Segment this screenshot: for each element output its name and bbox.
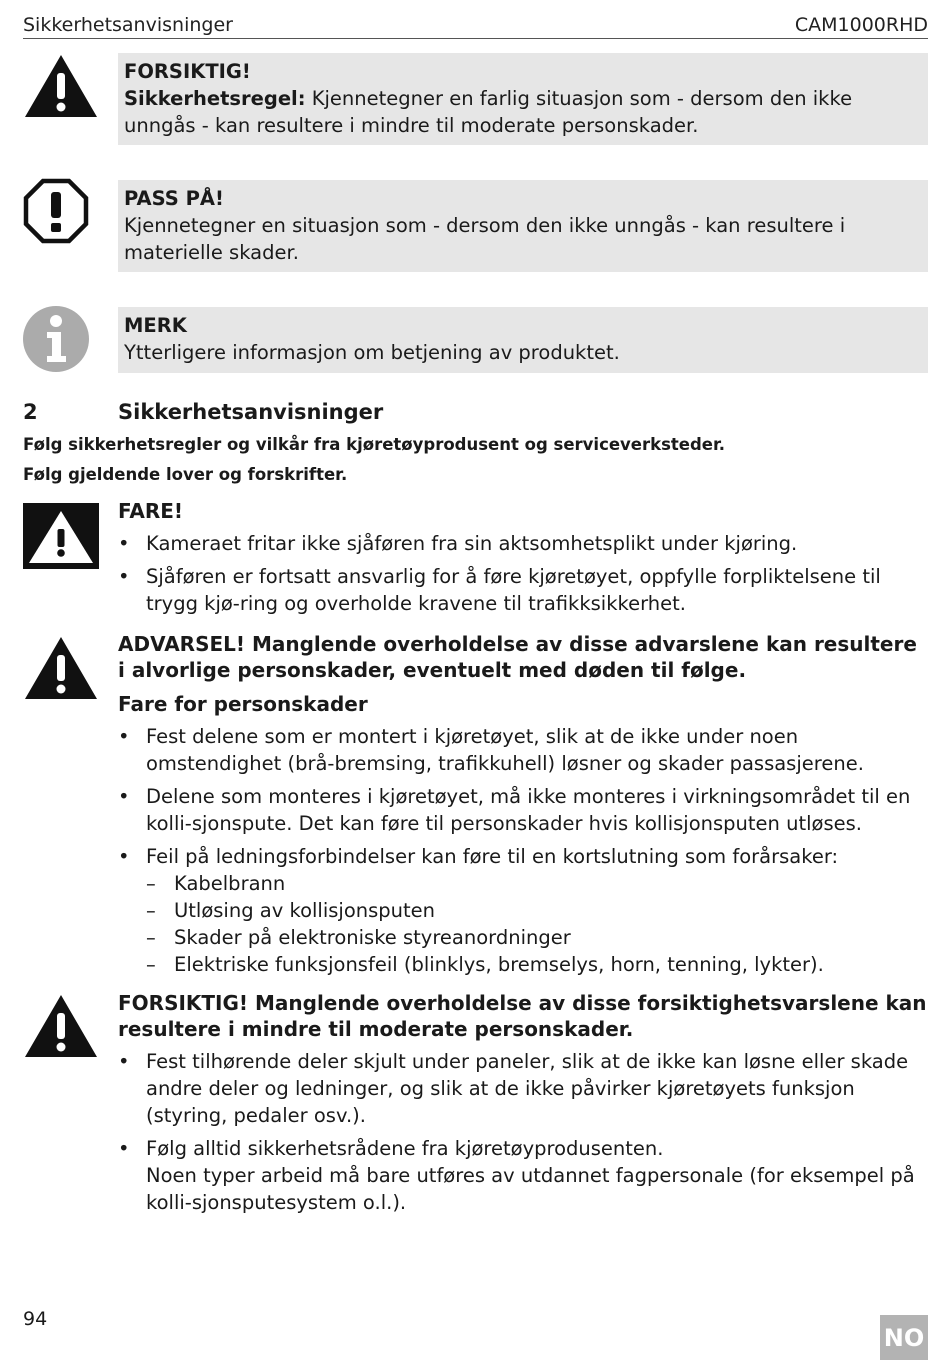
section-title: Sikkerhetsanvisninger bbox=[118, 400, 384, 424]
header-model: CAM1000RHD bbox=[794, 14, 928, 36]
notice-body: Ytterligere informasjon om betjening av produktet. bbox=[124, 341, 620, 364]
forsiktig-block bbox=[118, 990, 930, 1216]
warning-triangle-icon bbox=[23, 635, 99, 701]
list-item: • Delene som monteres i kjøretøyet, må ikke monteres i virkningsområdet til en kolli-sjonspute. Det kan føre til personskader hvis kollisjonsputen utløses. bbox=[118, 783, 930, 837]
list-item bbox=[118, 843, 930, 978]
list-item: • Fest tilhørende deler skjult under paneler, slik at de ikke kan løsne eller skade andre deler og ledninger, og slik at de ikke påvirker kjøretøyets funksjon (styring, pedaler osv.). bbox=[118, 1048, 930, 1129]
notice-merk bbox=[118, 307, 928, 373]
warning-triangle-icon bbox=[23, 993, 99, 1059]
list-item-text: Noen typer arbeid må bare utføres av utdannet fagpersonale (for eksempel på kolli-sjonsputesystem o.l.). bbox=[146, 1164, 915, 1214]
notice-title: PASS PÅ! bbox=[124, 187, 224, 210]
notice-title: FORSIKTIG! bbox=[124, 60, 251, 83]
sub-list-item: – Skader på elektroniske styreanordninger bbox=[146, 924, 930, 951]
notice-lead: Sikkerhetsregel: bbox=[124, 87, 306, 110]
octagon-exclamation-icon bbox=[23, 178, 89, 244]
warning-triangle-icon bbox=[23, 53, 99, 119]
forsiktig-title: FORSIKTIG! Manglende overholdelse av disse forsiktighetsvarslene kan resultere i mindre til moderate personskader. bbox=[118, 991, 927, 1041]
notice-body: Kjennetegner en farlig situasjon som - dersom den ikke unngås - kan resultere i mindre til moderate personskader. bbox=[124, 87, 853, 137]
language-badge: NO bbox=[880, 1315, 928, 1360]
list-item: • Sjåføren er fortsatt ansvarlig for å føre kjøretøyet, oppfylle forpliktelsene til trygg kjø-ring og overholde kravene til trafikksikkerhet. bbox=[118, 563, 930, 617]
advarsel-list bbox=[118, 723, 930, 978]
sub-list-item: – Utløsing av kollisjonsputen bbox=[146, 897, 930, 924]
sub-list-item: – Elektriske funksjonsfeil (blinklys, bremselys, horn, tenning, lykter). bbox=[146, 951, 930, 978]
header-section: Sikkerhetsanvisninger bbox=[23, 14, 233, 36]
sub-list-item: – Kabelbrann bbox=[146, 870, 930, 897]
advarsel-subtitle: Fare for personskader bbox=[118, 692, 368, 716]
section-lead-2: Følg gjeldende lover og forskrifter. bbox=[23, 465, 348, 484]
forsiktig-list bbox=[118, 1048, 930, 1216]
info-icon bbox=[23, 306, 89, 372]
sub-list bbox=[146, 870, 930, 978]
section-lead-1: Følg sikkerhetsregler og vilkår fra kjøretøyprodusent og serviceverksteder. bbox=[23, 435, 726, 454]
notice-forsiktig bbox=[118, 53, 928, 145]
advarsel-title: ADVARSEL! Manglende overholdelse av disse advarslene kan resultere i alvorlige personskader, eventuelt med døden til følge. bbox=[118, 632, 917, 682]
list-item-text: Feil på ledningsforbindelser kan føre til en kortslutning som forårsaker: bbox=[146, 845, 839, 868]
list-item: • Kameraet fritar ikke sjåføren fra sin aktsomhetsplikt under kjøring. bbox=[118, 530, 930, 557]
fare-list bbox=[118, 530, 930, 617]
advarsel-block bbox=[118, 631, 930, 978]
danger-triangle-icon bbox=[23, 503, 99, 569]
fare-title: FARE! bbox=[118, 499, 184, 523]
notice-body: Kjennetegner en situasjon som - dersom den ikke unngås - kan resultere i materielle skader. bbox=[124, 214, 846, 264]
section-number: 2 bbox=[23, 400, 38, 424]
notice-pass-paa bbox=[118, 180, 928, 272]
list-item bbox=[118, 1135, 930, 1216]
notice-title: MERK bbox=[124, 314, 187, 337]
fare-block bbox=[118, 498, 930, 617]
list-item-text: • Følg alltid sikkerhetsrådene fra kjøretøyprodusenten. bbox=[146, 1137, 664, 1160]
list-item: • Fest delene som er montert i kjøretøyet, slik at de ikke under noen omstendighet (brå-bremsing, trafikkuhell) løsner og skader passasjerene. bbox=[118, 723, 930, 777]
page-header bbox=[23, 8, 928, 39]
notice-text bbox=[124, 85, 920, 139]
page-number: 94 bbox=[23, 1308, 48, 1330]
